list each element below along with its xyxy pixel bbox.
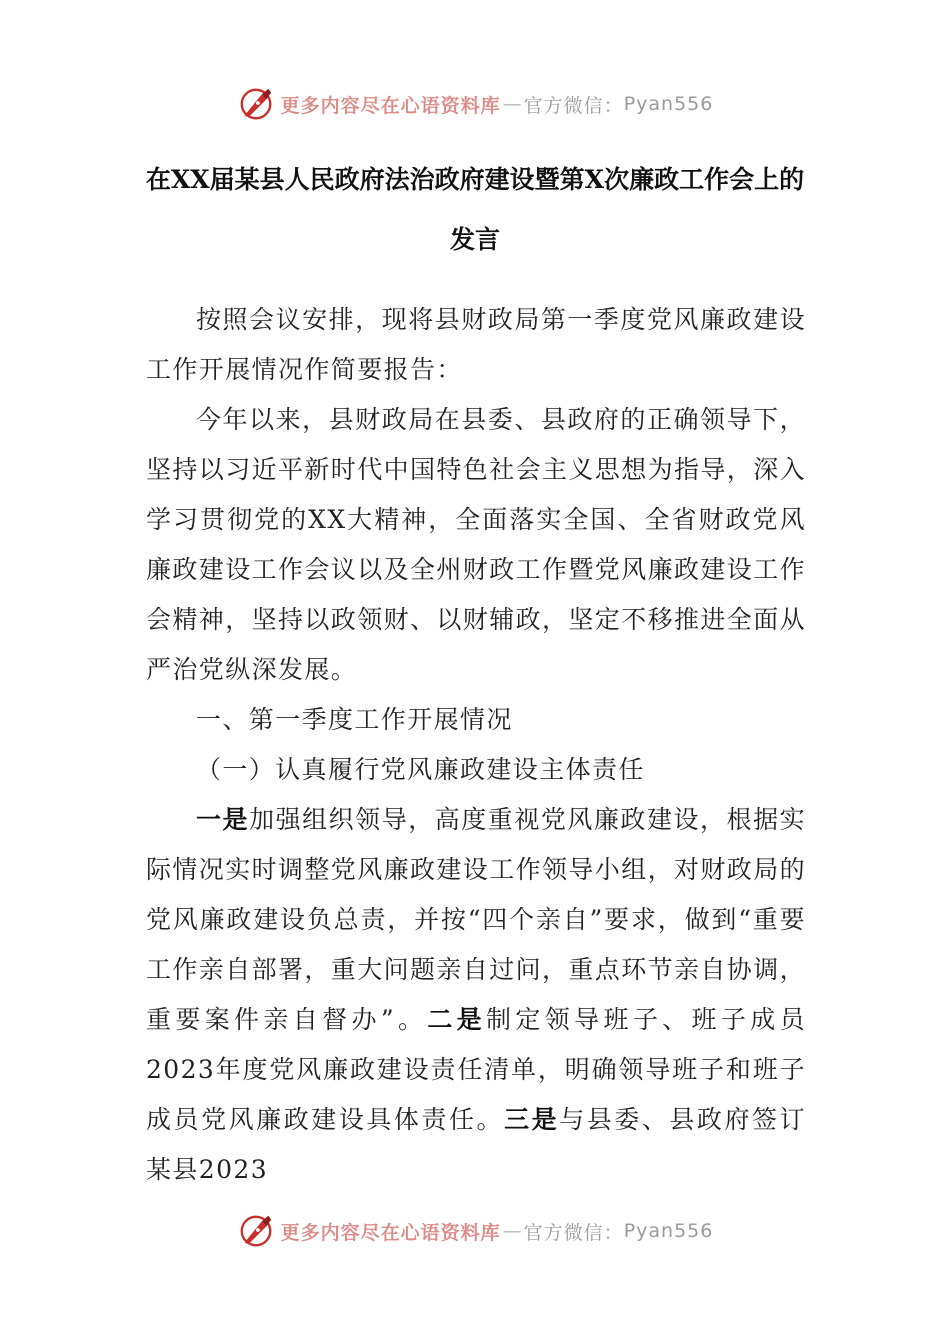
watermark-wechat-id: Pyan556 [623,1220,714,1242]
header-watermark [0,82,950,126]
watermark-site-text: 更多内容尽在心语资料库 [280,94,501,117]
lead-text-3: 三是 [504,1105,560,1134]
pen-nib-seal-icon [237,1212,275,1250]
paragraph-2 [146,795,806,1195]
paragraph-2-text-1: 加强组织领导，高度重视党风廉政建设，根据实际情况实时调整党风廉政建设工作领导小组，对财政局的党风廉政建设负总责，并按“四个亲自”要求，做到“重要工作亲自部署，重大问题亲自过问，重点环节亲自协调，重要案件亲自督办”。 [146,805,807,1034]
watermark-official-label: 官方微信： [523,1221,624,1244]
lead-text-2: 二是 [427,1005,487,1034]
document-title: 在XX届某县人民政府法治政府建设暨第X次廉政工作会上的发言 [145,165,805,254]
pen-nib-seal-icon [237,85,275,123]
paragraph-2-text-2: 制定领导班子、班子成员2023年度党风廉政建设责任清单，明确领导班子和班子成员党风廉政建设具体责任。 [146,1005,806,1134]
intro-paragraph: 按照会议安排，现将县财政局第一季度党风廉政建设工作开展情况作简要报告： [146,305,806,384]
subsection-heading-1: （一）认真履行党风廉政建设主体责任 [196,755,645,784]
document-body [146,295,806,1195]
footer-watermark [0,1209,950,1253]
watermark-official-label: 官方微信： [523,94,624,117]
watermark-wechat-id: Pyan556 [623,93,714,115]
section-heading-1: 一、第一季度工作开展情况 [196,705,513,734]
watermark-site-text: 更多内容尽在心语资料库 [280,1221,501,1244]
lead-text-1: 一是 [196,805,250,834]
paragraph-2-text-3: 与县委、县政府签订某县2023 [146,1105,806,1184]
watermark-separator: — [502,1220,522,1242]
watermark-separator: — [502,93,522,115]
paragraph-1: 今年以来，县财政局在县委、县政府的正确领导下，坚持以习近平新时代中国特色社会主义思想为指导，深入学习贯彻党的XX大精神，全面落实全国、全省财政党风廉政建设工作会议以及全州财政工作暨党风廉政建设工作会精神，坚持以政领财、以财辅政，坚定不移推进全面从严治党纵深发展。 [146,405,807,684]
